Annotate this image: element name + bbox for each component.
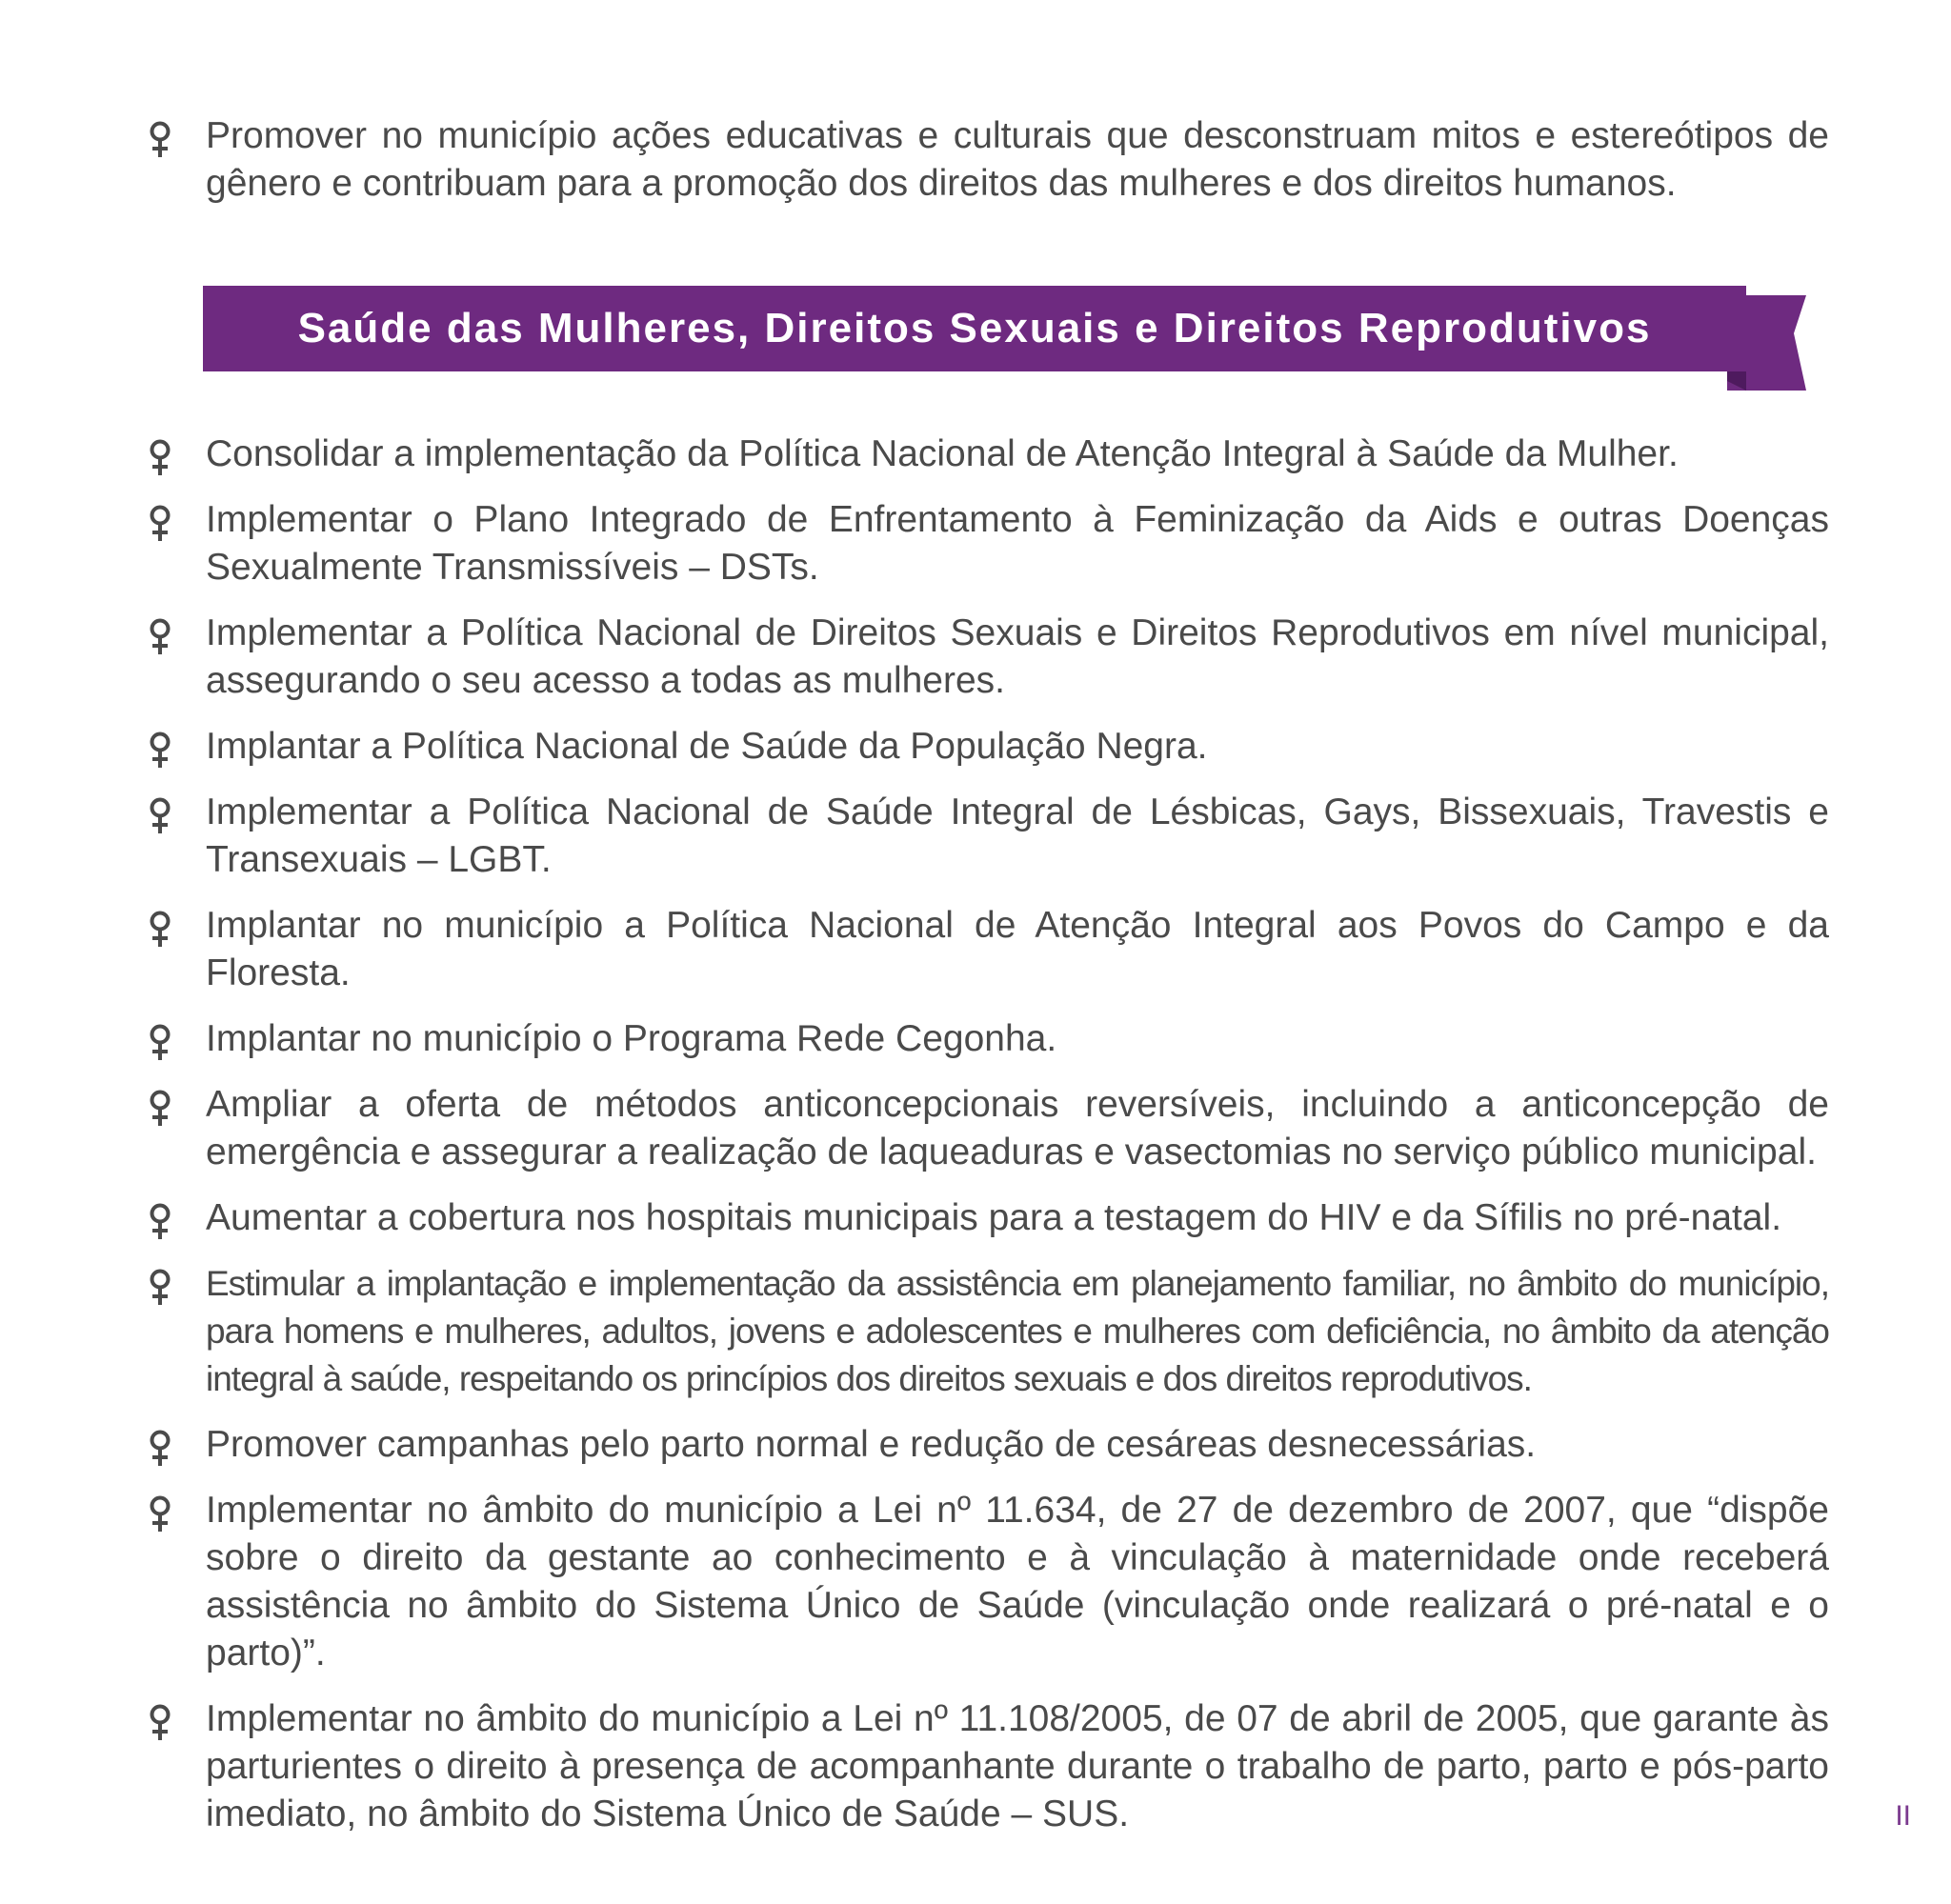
list-item-text: Promover campanhas pelo parto normal e redução de cesáreas desnecessárias. (206, 1424, 1537, 1465)
female-symbol-icon (147, 618, 173, 656)
list-item-text: Implementar no âmbito do município a Lei nº 11.634, de 27 de dezembro de 2007, que “dispõe sobre o direito da gestante ao conhecimento e à vinculação à maternidade onde receberá assistência no âmbito do Sistema Único de Saúde (vinculação onde realizará o pré-natal e o parto)”. (206, 1490, 1829, 1674)
female-symbol-icon (147, 1090, 173, 1128)
list-item-text: Implantar a Política Nacional de Saúde da População Negra. (206, 726, 1208, 767)
list-item (143, 902, 1829, 997)
list-item-text: Implantar no município o Programa Rede Cegonha. (206, 1018, 1057, 1059)
list-item (143, 1081, 1829, 1176)
list-item (143, 610, 1829, 705)
female-symbol-icon (147, 1203, 173, 1241)
female-symbol-icon (147, 732, 173, 770)
section-banner (203, 286, 1806, 391)
list-item (143, 1487, 1829, 1677)
list-item-text: Promover no município ações educativas e culturais que desconstruam mitos e estereótipos de gênero e contribuam para a promoção dos direitos das mulheres e dos direitos humanos. (206, 115, 1829, 204)
list-item (143, 723, 1829, 771)
female-symbol-icon (147, 1704, 173, 1742)
list-item-text: Aumentar a cobertura nos hospitais municipais para a testagem do HIV e da Sífilis no pré-natal. (206, 1197, 1782, 1238)
section-title: Saúde das Mulheres, Direitos Sexuais e Direitos Reprodutivos (297, 305, 1652, 351)
female-symbol-icon (147, 1495, 173, 1533)
list-item (143, 789, 1829, 884)
female-symbol-icon (147, 505, 173, 543)
list-item (143, 1260, 1829, 1403)
female-symbol-icon (147, 797, 173, 835)
list-item-text: Implantar no município a Política Nacional de Atenção Integral aos Povos do Campo e da Floresta. (206, 905, 1829, 993)
list-item-text: Implementar a Política Nacional de Direitos Sexuais e Direitos Reprodutivos em nível municipal, assegurando o seu acesso a todas as mulheres. (206, 612, 1829, 701)
health-rights-list (143, 431, 1829, 1856)
list-item (143, 1015, 1829, 1063)
list-item-text: Estimular a implantação e implementação da assistência em planejamento familiar, no âmbito do município, para homens e mulheres, adultos, jovens e adolescentes e mulheres com deficiência, no âmbito da atenção integral à saúde, respeitando os princípios dos direitos sexuais e dos direitos reprodutivos. (206, 1264, 1829, 1398)
list-item-text: Ampliar a oferta de métodos anticoncepcionais reversíveis, incluindo a anticoncepção de emergência e assegurar a realização de laqueaduras e vasectomias no serviço público municipal. (206, 1084, 1829, 1172)
list-item (143, 431, 1829, 478)
page-number: II (1895, 1800, 1911, 1832)
female-symbol-icon (147, 1430, 173, 1468)
female-symbol-icon (147, 1024, 173, 1062)
female-symbol-icon (147, 439, 173, 477)
list-item-text: Implementar a Política Nacional de Saúde Integral de Lésbicas, Gays, Bissexuais, Travestis e Transexuais – LGBT. (206, 792, 1829, 880)
female-symbol-icon (147, 1269, 173, 1307)
list-item-text: Implementar no âmbito do município a Lei nº 11.108/2005, de 07 de abril de 2005, que garante às parturientes o direito à presença de acompanhante durante o trabalho de parto, parto e pós-parto imediato, no âmbito do Sistema Único de Saúde – SUS. (206, 1698, 1829, 1834)
list-item-text: Consolidar a implementação da Política Nacional de Atenção Integral à Saúde da Mulher. (206, 433, 1679, 474)
female-symbol-icon (147, 911, 173, 949)
list-item (143, 1421, 1829, 1469)
list-item (143, 496, 1829, 591)
female-symbol-icon (147, 121, 173, 159)
list-item (143, 112, 1829, 208)
list-item-text: Implementar o Plano Integrado de Enfrentamento à Feminização da Aids e outras Doenças Sexualmente Transmissíveis – DSTs. (206, 499, 1829, 588)
intro-list (143, 112, 1829, 226)
list-item (143, 1695, 1829, 1838)
list-item (143, 1194, 1829, 1242)
